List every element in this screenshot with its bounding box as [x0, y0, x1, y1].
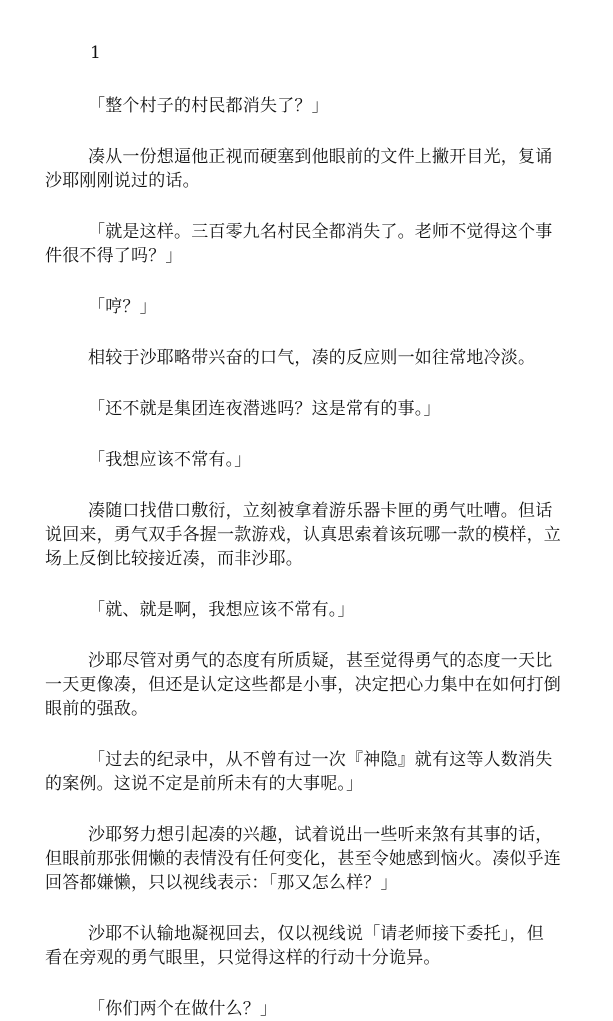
paragraph-9: 「就、就是啊，我想应该不常有。」: [88, 600, 355, 620]
paragraph-6: 「还不就是集团连夜潜逃吗？这是常有的事。」: [88, 399, 441, 419]
paragraph-3: 「就是这样。三百零九名村民全都消失了。老师不觉得这个事件很不得了吗？」: [45, 222, 553, 266]
paragraph-5: 相较于沙耶略带兴奋的口气，凑的反应则一如往常地冷淡。: [88, 348, 536, 368]
paragraph-2: 凑从一份想逼他正视而硬塞到他眼前的文件上撇开目光，复诵沙耶刚刚说过的话。: [45, 147, 553, 191]
paragraph-1: 「整个村子的村民都消失了？」: [88, 96, 329, 116]
paragraph-10: 沙耶尽管对勇气的态度有所质疑，甚至觉得勇气的态度一天比一天更像凑，但还是认定这些都是小事，决定把心力集中在如何打倒眼前的强敌。: [45, 651, 561, 719]
page-number: 1: [90, 43, 101, 63]
paragraph-4: 「哼？」: [88, 297, 157, 317]
paragraph-8: 凑随口找借口敷衍，立刻被拿着游乐器卡匣的勇气吐嘈。但话说回来，勇气双手各握一款游戏，认真思索着该玩哪一款的模样，立场上反倒比较接近凑，而非沙耶。: [45, 501, 561, 569]
paragraph-7: 「我想应该不常有。」: [88, 450, 252, 470]
paragraph-13: 沙耶不认输地凝视回去，仅以视线说「请老师接下委托」，但看在旁观的勇气眼里，只觉得这样的行动十分诡异。: [45, 924, 544, 968]
paragraph-12: 沙耶努力想引起凑的兴趣，试着说出一些听来煞有其事的话，但眼前那张佣懒的表情没有任何变化，甚至令她感到恼火。凑似乎连回答都嫌懒，只以视线表示：「那又怎么样？」: [45, 825, 561, 893]
paragraph-11: 「过去的纪录中，从不曾有过一次『神隐』就有这等人数消失的案例。这说不定是前所未有的大事呢。」: [45, 750, 553, 794]
paragraph-14: 「你们两个在做什么？」: [88, 999, 278, 1019]
